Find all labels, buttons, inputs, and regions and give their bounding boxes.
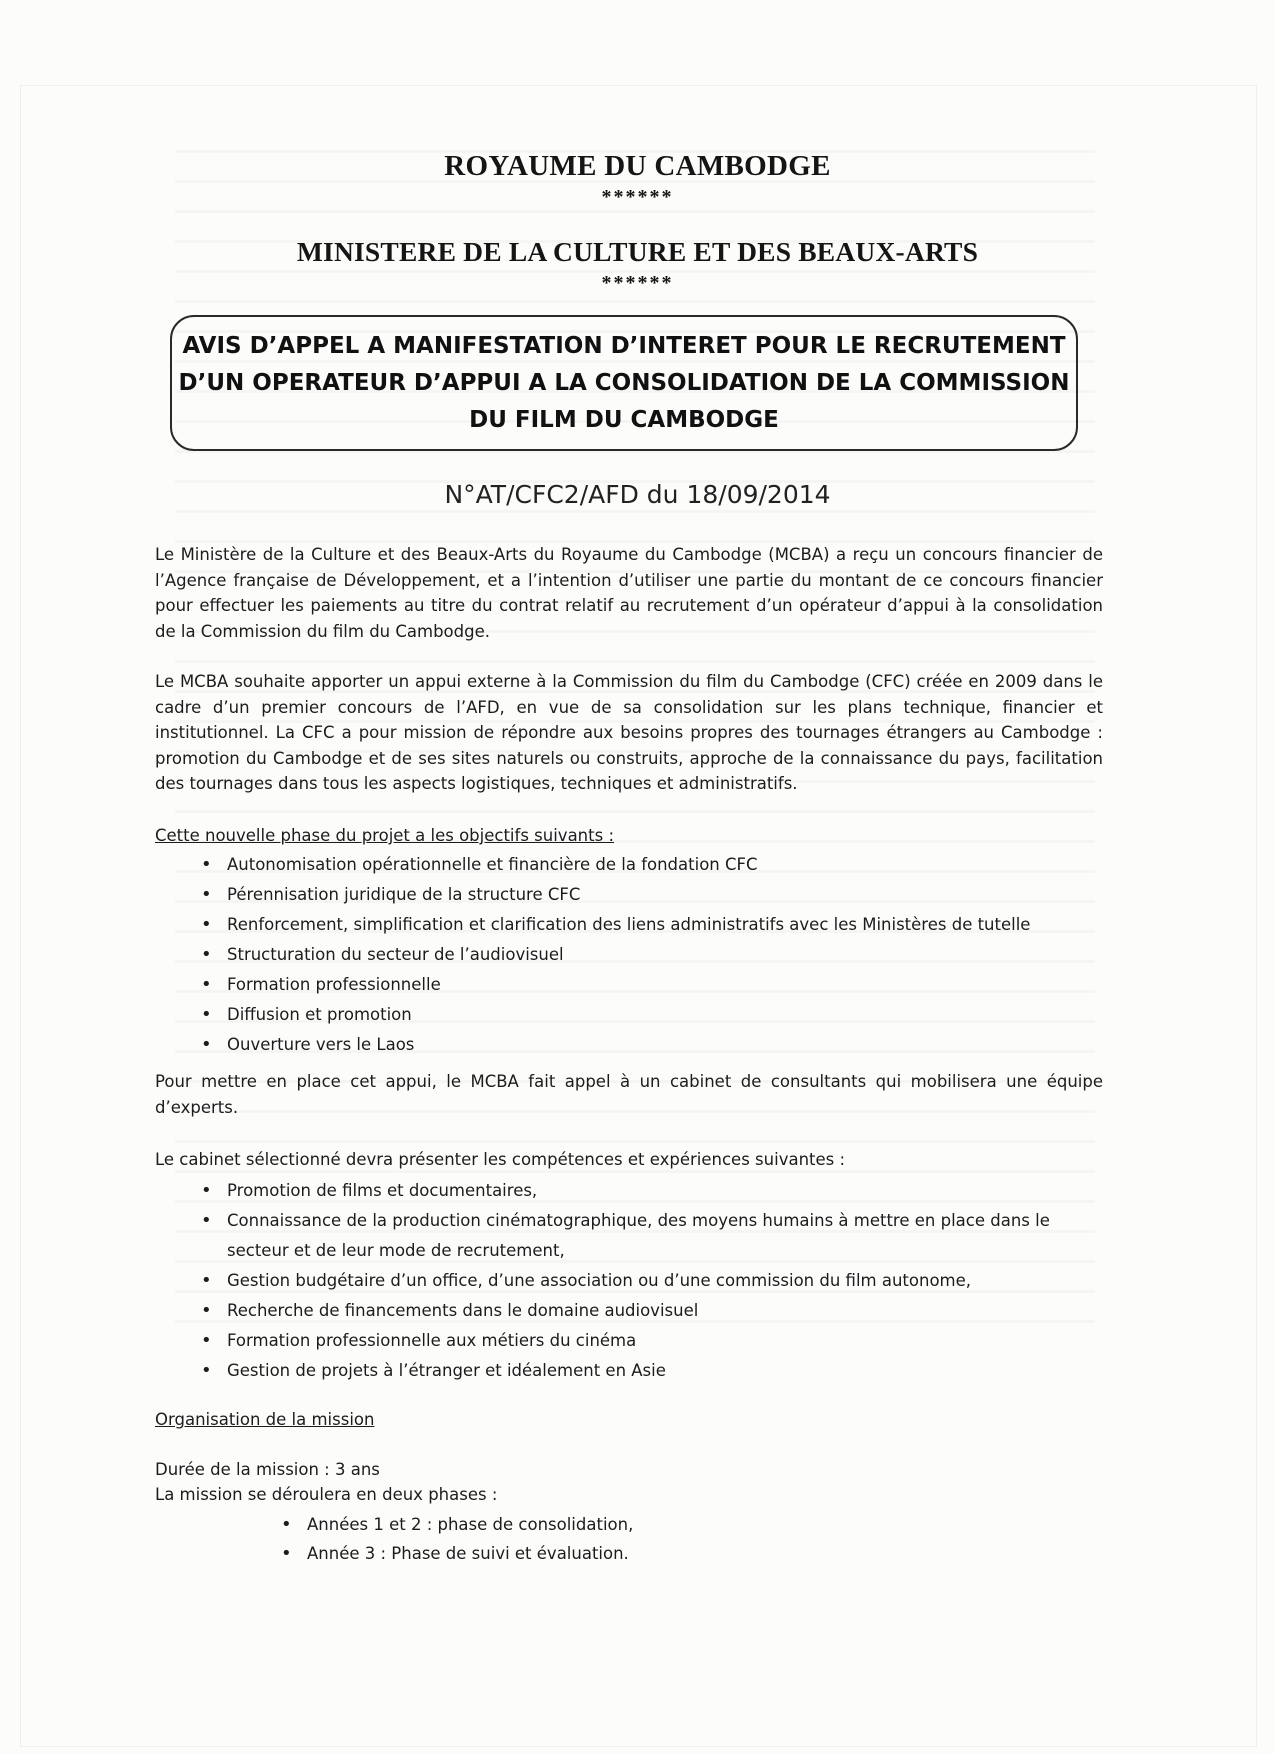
objective-item: • Diffusion et promotion <box>201 1000 1101 1030</box>
phase-item: • Année 3 : Phase de suivi et évaluation. <box>281 1539 1081 1568</box>
paragraph-consultants: Pour mettre en place cet appui, le MCBA fait appel à un cabinet de consultants qui mobilisera une équipe d’experts. <box>155 1072 1103 1117</box>
competence-item: • Recherche de financements dans le domaine audiovisuel <box>201 1296 1103 1326</box>
competence-item: • Connaissance de la production cinématographique, des moyens humains à mettre en place dans le secteur et de leur mode de recrutement, <box>201 1206 1103 1266</box>
objective-item: • Pérennisation juridique de la structure CFC <box>201 880 1101 910</box>
separator-stars: ****** <box>601 272 674 294</box>
competences-list <box>201 1176 1103 1386</box>
notice-title-line: AVIS D’APPEL A MANIFESTATION D’INTERET POUR LE RECRUTEMENT <box>182 332 1066 359</box>
phases-list <box>281 1510 1081 1568</box>
notice-title-line: D’UN OPERATEUR D’APPUI A LA CONSOLIDATION DE LA COMMISSION <box>178 369 1070 396</box>
objectives-list <box>201 850 1101 1060</box>
paragraph-competences-intro: Le cabinet sélectionné devra présenter les compétences et expériences suivantes : <box>155 1150 846 1169</box>
objective-item: • Structuration du secteur de l’audiovisuel <box>201 940 1101 970</box>
kingdom-heading: ROYAUME DU CAMBODGE <box>444 150 831 182</box>
objectives-heading: Cette nouvelle phase du projet a les objectifs suivants : <box>155 826 615 845</box>
objective-item: • Autonomisation opérationnelle et financière de la fondation CFC <box>201 850 1101 880</box>
phases-intro: La mission se déroulera en deux phases : <box>155 1485 498 1504</box>
paragraph-context: Le MCBA souhaite apporter un appui externe à la Commission du film du Cambodge (CFC) créée en 2009 dans le cadre d’un premier concours de l’AFD, en vue de sa consolidation sur les plans technique, financier et institutionnel. La CFC a pour mission de répondre aux besoins propres des tournages étrangers au Cambodge : promotion du Cambodge et de ses sites naturels ou construits, approche de la connaissance du pays, facilitation des tournages dans tous les aspects logistiques, techniques et administratifs. <box>155 672 1103 793</box>
objective-item: • Renforcement, simplification et clarification des liens administratifs avec les Ministères de tutelle <box>201 910 1101 940</box>
notice-reference: N°AT/CFC2/AFD du 18/09/2014 <box>444 480 831 509</box>
mission-duration: Durée de la mission : 3 ans <box>155 1460 380 1479</box>
competence-item: • Gestion budgétaire d’un office, d’une association ou d’une commission du film autonome, <box>201 1266 1103 1296</box>
competence-item: • Formation professionnelle aux métiers du cinéma <box>201 1326 1103 1356</box>
paragraph-funding: Le Ministère de la Culture et des Beaux-Arts du Royaume du Cambodge (MCBA) a reçu un concours financier de l’Agence française de Développement, et a l’intention d’utiliser une partie du montant de ce concours financier pour effectuer les paiements au titre du contrat relatif au recrutement d’un opérateur d’appui à la consolidation de la Commission du film du Cambodge. <box>155 545 1103 641</box>
competence-item: • Promotion de films et documentaires, <box>201 1176 1103 1206</box>
ministry-heading: MINISTERE DE LA CULTURE ET DES BEAUX-ARTS <box>296 236 979 267</box>
notice-title-line: DU FILM DU CAMBODGE <box>469 406 779 433</box>
phase-item: • Années 1 et 2 : phase de consolidation, <box>281 1510 1081 1539</box>
notice-title-box <box>170 315 1078 451</box>
objective-item: • Ouverture vers le Laos <box>201 1030 1101 1060</box>
organisation-heading: Organisation de la mission <box>155 1410 375 1429</box>
objective-item: • Formation professionnelle <box>201 970 1101 1000</box>
competence-item: • Gestion de projets à l’étranger et idéalement en Asie <box>201 1356 1103 1386</box>
separator-stars: ****** <box>601 186 674 208</box>
